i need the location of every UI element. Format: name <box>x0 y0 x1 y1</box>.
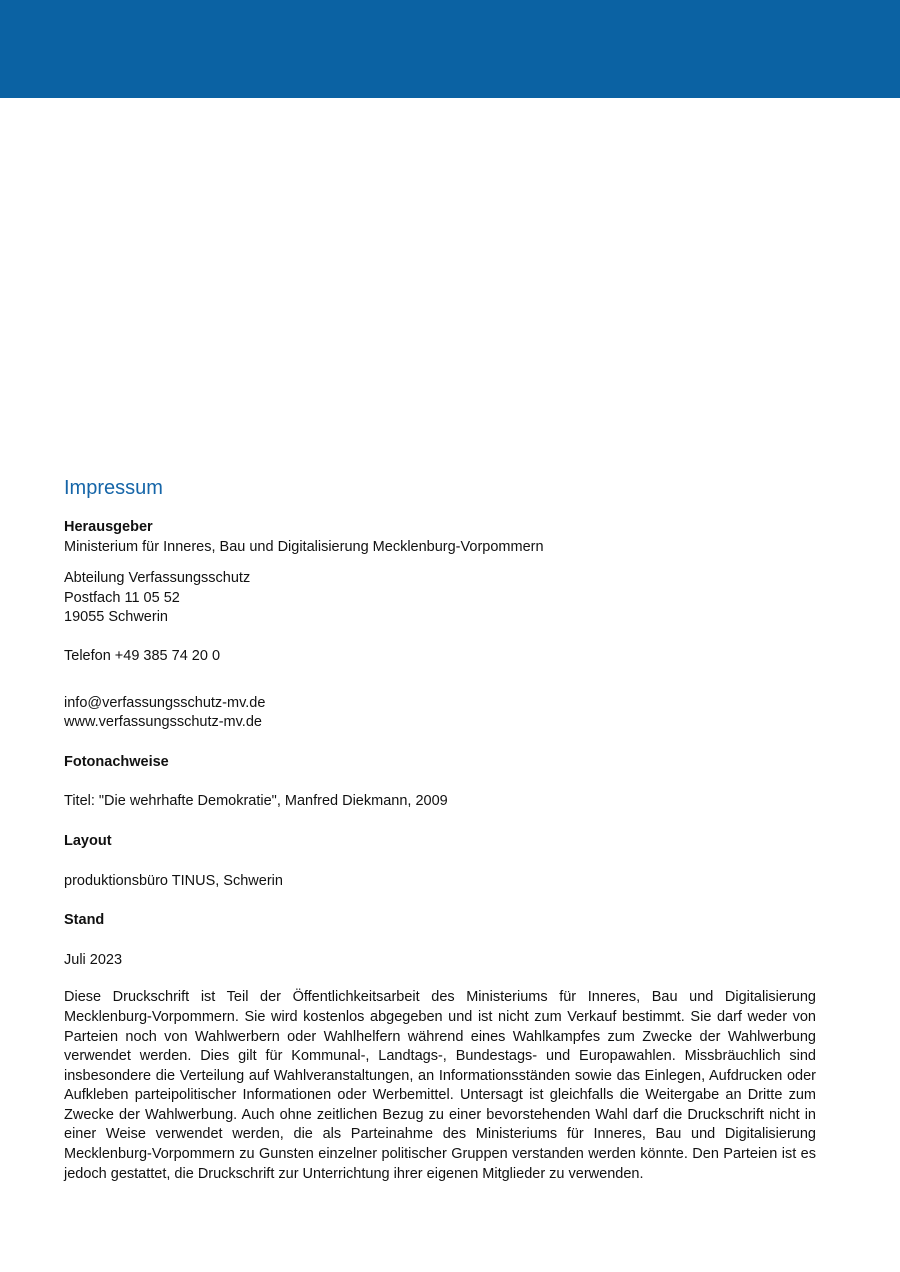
publisher-department: Abteilung Verfassungsschutz <box>64 570 251 587</box>
status-text: Juli 2023 <box>64 951 123 968</box>
spacer <box>64 667 816 694</box>
spacer <box>64 557 816 569</box>
publisher-website: www.verfassungsschutz-mv.de <box>64 714 262 731</box>
publisher-name: Ministerium für Inneres, Bau und Digitalisierung Mecklenburg-Vorpommern <box>64 538 544 555</box>
publisher-email: info@verfassungsschutz-mv.de <box>64 694 266 711</box>
header-color-band <box>0 0 900 98</box>
publisher-city: 19055 Schwerin <box>64 609 168 626</box>
layout-heading: Layout <box>64 832 112 849</box>
page-title: Impressum <box>64 477 163 499</box>
spacer <box>64 852 816 872</box>
layout-text: produktionsbüro TINUS, Schwerin <box>64 872 283 889</box>
photo-credits-text: Titel: "Die wehrhafte Demokratie", Manfred Diekmann, 2009 <box>64 793 448 810</box>
photo-credits-heading: Fotonachweise <box>64 753 169 770</box>
distribution-notice: Diese Druckschrift ist Teil der Öffentlichkeitsarbeit des Ministeriums für Inneres, Bau und Digitalisierung Mecklenburg-Vorpommern. Sie wird kostenlos abgegeben und ist nicht zum Verkauf bestimmt. Sie darf weder von Parteien noch von Wahlwerbern oder Wahlhelfern während eines Wahlkampfes zum Zwecke der Wahlwerbung verwendet werden. Dies gilt für Kommunal-, Landtags-, Bundestags- und Europawahlen. Missbräuchlich sind insbesondere die Verteilung auf Wahlveranstaltungen, an Informationsständen sowie das Einlegen, Aufdrucken oder Aufkleben parteipolitischer Informationen oder Werbemittel. Untersagt ist gleichfalls die Weitergabe an Dritte zum Zwecke der Wahlwerbung. Auch ohne zeitlichen Bezug zu einer bevorstehenden Wahl darf die Druckschrift nicht in einer Weise verwendet werden, die als Parteinahme des Ministeriums für Inneres, Bau und Digitalisierung Mecklenburg-Vorpommern zu Gunsten einzelner politischer Gruppen verstanden werden könnte. Den Parteien ist es jedoch gestattet, die Druckschrift zur Unterrichtung ihrer eigenen Mitglieder zu verwenden. <box>64 989 816 1182</box>
spacer <box>64 628 816 647</box>
spacer <box>64 931 816 951</box>
impressum-section <box>64 476 816 1184</box>
publisher-heading: Herausgeber <box>64 519 153 535</box>
spacer <box>64 772 816 792</box>
publisher-postbox: Postfach 11 05 52 <box>64 589 180 606</box>
spacer <box>64 812 816 832</box>
status-heading: Stand <box>64 912 105 929</box>
spacer <box>64 970 816 988</box>
spacer <box>64 733 816 753</box>
spacer <box>64 891 816 911</box>
publisher-phone: Telefon +49 385 74 20 0 <box>64 647 221 664</box>
